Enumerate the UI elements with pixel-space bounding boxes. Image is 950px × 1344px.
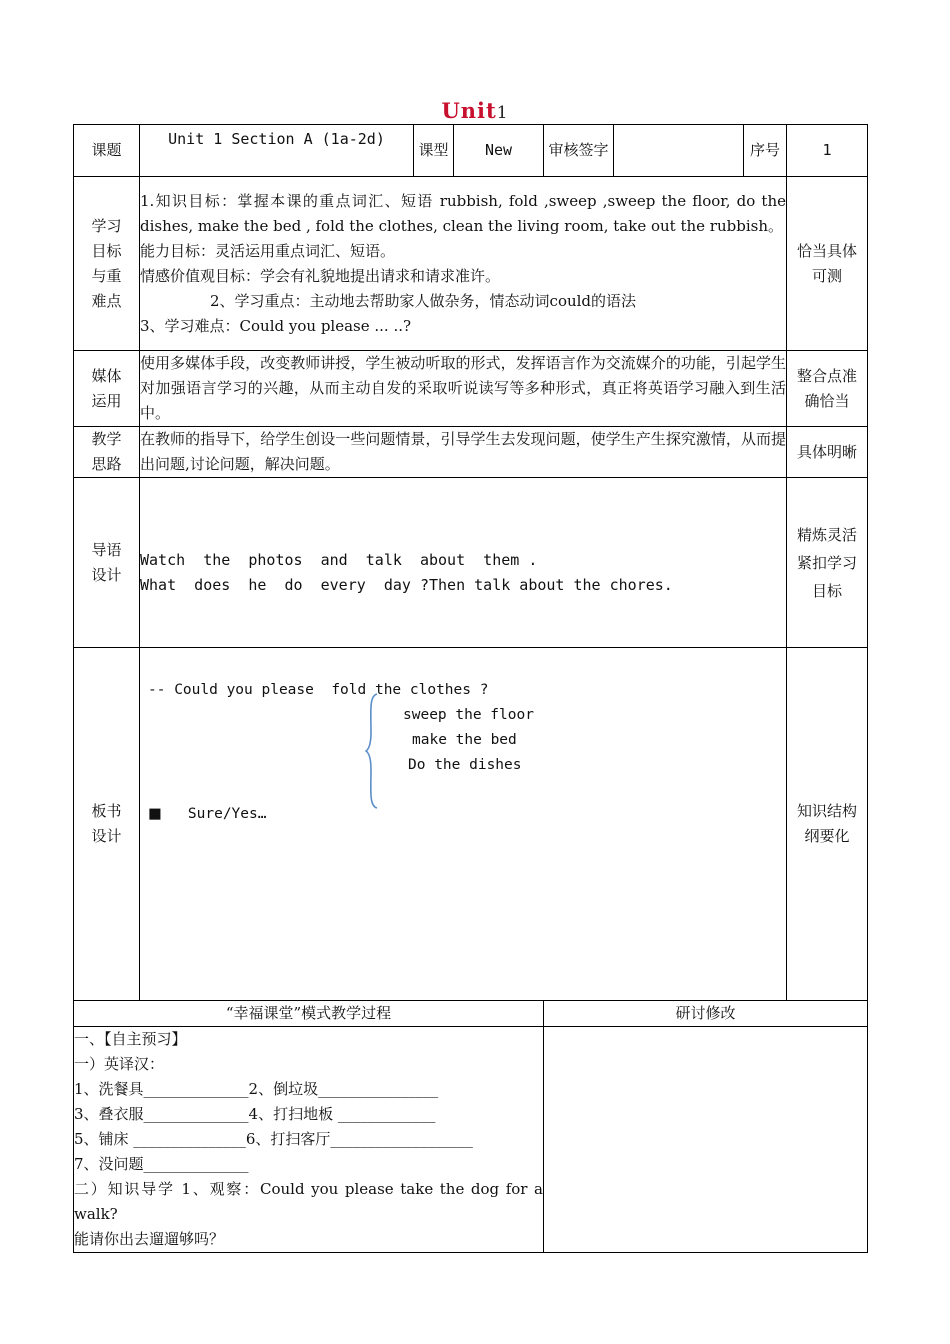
approach-label: 教学思路 xyxy=(74,427,140,478)
item-6: 6、打扫客厅___________________ xyxy=(245,1130,473,1148)
process-body-row xyxy=(74,1027,868,1253)
review-label: 审核签字 xyxy=(544,125,614,177)
goals-line-2: 能力目标：灵活运用重点词汇、短语。 xyxy=(140,241,396,260)
type-value: New xyxy=(454,125,544,177)
board-note: 知识结构纲要化 xyxy=(787,648,868,1001)
intro-row xyxy=(74,478,868,648)
topic-label: 课题 xyxy=(74,125,140,177)
item-2: 2、倒垃圾________________ xyxy=(248,1080,439,1098)
process-content xyxy=(74,1027,544,1253)
seq-value: 1 xyxy=(787,125,868,177)
square-bullet-icon: ■ xyxy=(148,806,162,822)
media-label: 媒体运用 xyxy=(74,351,140,427)
goals-line-5: 3、学习难点：Could you please ... ..? xyxy=(140,316,412,335)
process-sub2-cont: 能请你出去遛遛够吗？ xyxy=(74,1230,225,1248)
item-1: 1、洗餐具______________ xyxy=(74,1080,249,1098)
goals-line-3: 情感价值观目标：学会有礼貌地提出请求和请求准许。 xyxy=(140,266,501,285)
board-label: 板书设计 xyxy=(74,648,140,1001)
process-header-row xyxy=(74,1001,868,1027)
media-note: 整合点准确恰当 xyxy=(787,351,868,427)
seq-label: 序号 xyxy=(744,125,787,177)
topic-value: Unit 1 Section A (1a-2d) xyxy=(140,125,414,177)
process-item-row-3 xyxy=(74,1127,543,1152)
intro-note: 精炼灵活紧扣学习目标 xyxy=(787,478,868,648)
process-item-row-4 xyxy=(74,1152,543,1177)
intro-label: 导语设计 xyxy=(74,478,140,648)
goals-label: 学习目标与重难点 xyxy=(74,177,140,351)
intro-line-1: Watch the photos and talk about them . xyxy=(140,550,538,569)
intro-content xyxy=(140,478,787,648)
goals-line-4: 2、学习重点：主动地去帮助家人做杂务，情态动词could的语法 xyxy=(210,291,637,310)
process-sub2: 二）知识导学 1、观察：Could you please take the dog for a walk? xyxy=(74,1180,543,1223)
process-item-row-2 xyxy=(74,1102,543,1127)
revise-header: 研讨修改 xyxy=(544,1001,868,1027)
board-option-2: make the bed xyxy=(412,732,517,748)
board-content xyxy=(140,648,787,1001)
board-question: -- Could you please fold the clothes ? xyxy=(148,682,489,698)
process-sub1: 一）英译汉： xyxy=(74,1055,165,1073)
item-5: 5、铺床 _______________ xyxy=(74,1130,246,1148)
board-answer-line xyxy=(148,802,266,827)
board-row xyxy=(74,648,868,1001)
board-option-1: sweep the floor xyxy=(403,707,534,723)
item-3: 3、叠衣服______________ xyxy=(74,1105,249,1123)
title-number: 1 xyxy=(496,103,509,123)
process-section: 一、【自主预习】 xyxy=(74,1030,187,1048)
process-item-row-1 xyxy=(74,1077,543,1102)
item-7: 7、没问题______________ xyxy=(74,1155,249,1173)
revise-cell xyxy=(544,1027,868,1253)
board-answer: Sure/Yes… xyxy=(187,806,267,822)
approach-row xyxy=(74,427,868,478)
goals-row xyxy=(74,177,868,351)
approach-text: 在教师的指导下，给学生创设一些问题情景，引导学生去发现问题，使学生产生探究激情，从而提出问题,讨论问题，解决问题。 xyxy=(140,427,787,478)
title-unit: Unit xyxy=(441,98,497,123)
page-title xyxy=(0,98,950,123)
lesson-plan-table xyxy=(73,124,868,1253)
process-header: “幸福课堂”模式教学过程 xyxy=(74,1001,544,1027)
approach-note: 具体明晰 xyxy=(787,427,868,478)
goals-note: 恰当具体可测 xyxy=(787,177,868,351)
media-row xyxy=(74,351,868,427)
board-option-3: Do the dishes xyxy=(408,757,522,773)
media-text: 使用多媒体手段，改变教师讲授，学生被动听取的形式，发挥语言作为交流媒介的功能，引起学生对加强语言学习的兴趣，从而主动自发的采取听说读写等多种形式，真正将英语学习融入到生活中。 xyxy=(140,351,787,427)
header-row xyxy=(74,125,868,177)
type-label: 课型 xyxy=(414,125,454,177)
intro-line-2: What does he do every day ?Then talk about the chores. xyxy=(140,575,673,594)
review-value xyxy=(614,125,744,177)
item-4: 4、打扫地板 _____________ xyxy=(248,1105,436,1123)
goals-content xyxy=(140,177,787,351)
goals-line-1: 1.知识目标：掌握本课的重点词汇、短语 rubbish, fold ,sweep ,sweep the floor, do the dishes, make the bed , fold the clothes, clean the living room, take out the rubbish。 xyxy=(140,191,786,235)
curly-brace-icon xyxy=(365,692,379,810)
